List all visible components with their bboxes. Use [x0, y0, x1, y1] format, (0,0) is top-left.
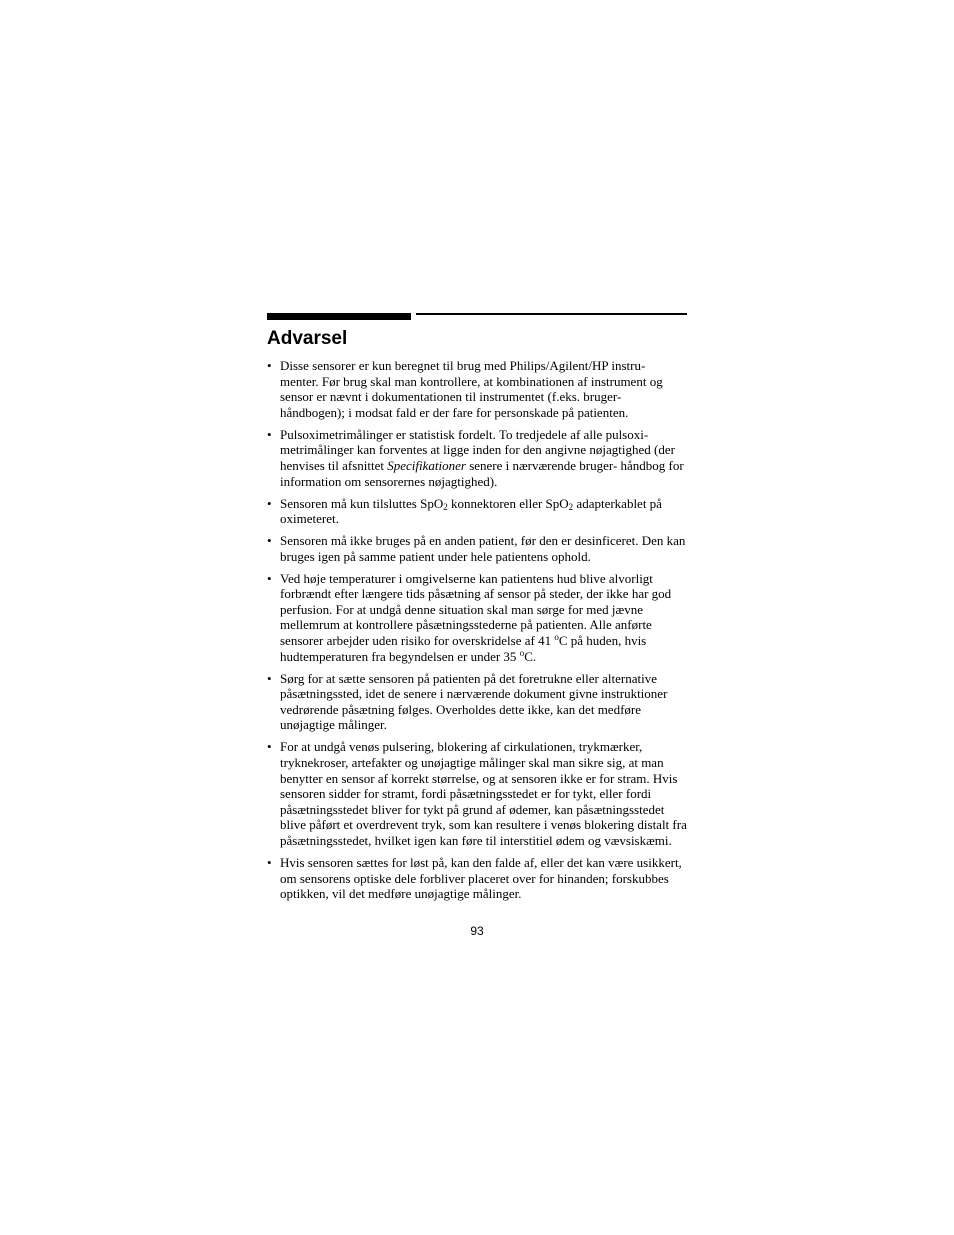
warning-item-1: • Disse sensorer er kun beregnet til brug med Philips/Agilent/HP instru- menter. Før brug skal man kontrollere, at kombinationen af instrument og sensor er nævnt i dokumentationen til instrumentet (f.eks. bruger- håndbogen); i modsat fald er der fare for personskade på patienten. — [267, 358, 687, 420]
warning-item-5: • Ved høje temperaturer i omgivelserne kan patientens hud blive alvorligt forbrændt efter længere tids påsætning af sensor på steder, der ikke har god perfusion. For at undgå denne situation skal man sørge for med jævne mellemrum at kontrollere påsætningsstederne på patienten. Alle anførte sensorer arbejder uden risiko for overskridelse af 41 $^o$C på huden, hvis hudtemperaturen fra begyndelsen er under 35 $^o$C. — [267, 571, 687, 665]
warning-item-3: • Sensoren må kun tilsluttes SpO$_2$ konnektoren eller SpO$_2$ adapterkablet på oximeteret. — [267, 496, 687, 527]
section-heading: Advarsel — [267, 328, 348, 349]
warning-item-8: • Hvis sensoren sættes for løst på, kan den falde af, eller det kan være usikkert, om sensorens optiske dele forbliver placeret over for hinanden; forskubbes optikken, vil det medføre unøjagtige målinger. — [267, 855, 687, 902]
warning-item-2: • Pulsoximetrimålinger er statistisk fordelt. To tredjedele af alle pulsoxi- metrimålinger kan forventes at ligge inden for den angivne nøjagtighed (der henvises til afsnittet Specifikationer senere i nærværende bruger- håndbog for information om sensorernes nøjagtighed). — [267, 427, 687, 489]
warning-item-4: • Sensoren må ikke bruges på en anden patient, før den er desinficeret. Den kan bruges igen på samme patient under hele patientens ophold. — [267, 533, 687, 564]
warnings-content — [267, 358, 687, 908]
specifikationer-reference: Specifikationer — [387, 457, 466, 473]
section-rule-thick — [267, 313, 411, 320]
warning-item-6: • Sørg for at sætte sensoren på patienten på det foretrukne eller alternative påsætningssted, idet de senere i nærværende dokument givne instruktioner vedrørende påsætning følges. Overholdes dette ikke, kan det medføre unøjagtige målinger. — [267, 671, 687, 733]
warning-item-7: • For at undgå venøs pulsering, blokering af cirkulationen, trykmærker, tryknekroser, artefakter og unøjagtige målinger skal man sikre sig, at man benytter en sensor af korrekt størrelse, og at sensoren ikke er for stram. Hvis sensoren sidder for stramt, fordi påsætningsstedet er for tykt, eller fordi påsætningsstedet bliver for tykt på grund af ødemer, kan påsætningsstedet blive påført et overdrevent tryk, som kan resultere i venøs blokering distalt fra påsætningsstedet, hvilket igen kan føre til interstitiel ødem og vævsiskæmi. — [267, 739, 687, 848]
warnings-list — [267, 358, 687, 902]
page-number: 93 — [470, 924, 484, 938]
section-rule-thin — [416, 313, 687, 315]
